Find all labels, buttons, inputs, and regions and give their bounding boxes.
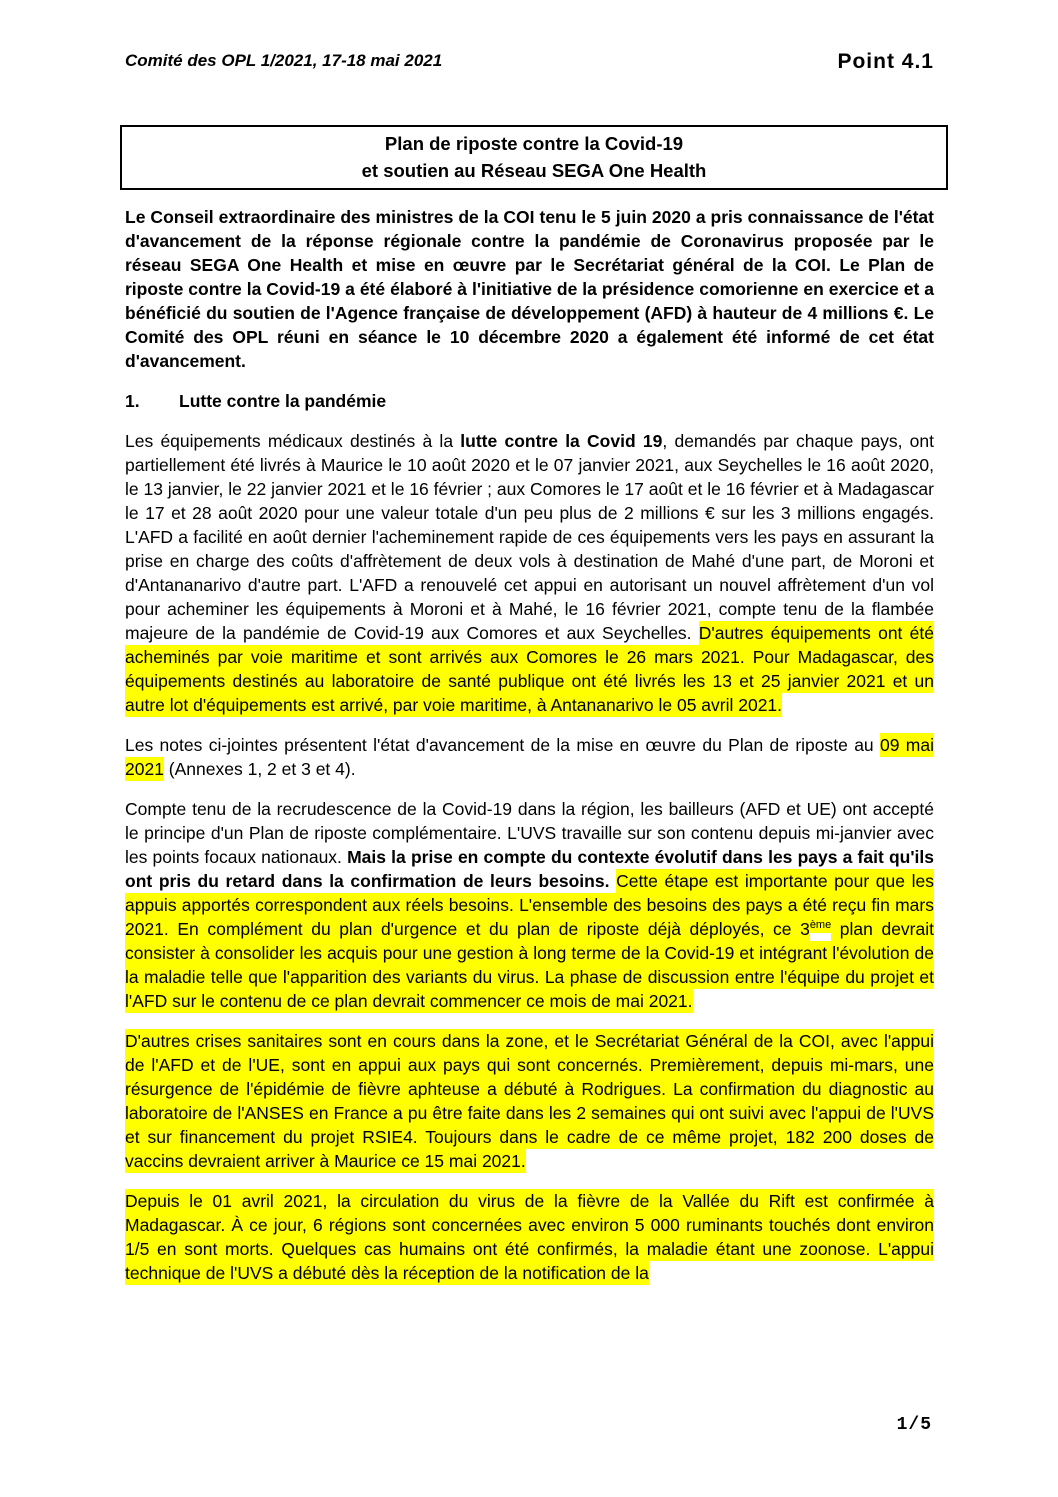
document-body <box>125 205 934 1301</box>
page-header <box>125 50 934 74</box>
equipment-delivery-paragraph <box>125 429 934 717</box>
section-number: 1. <box>125 391 140 411</box>
page-number: 1/5 <box>896 1415 932 1435</box>
intro-paragraph <box>125 205 934 373</box>
rift-valley-fever-paragraph <box>125 1189 934 1285</box>
text-segment: lutte contre la Covid 19 <box>460 431 663 451</box>
annexes-paragraph <box>125 733 934 781</box>
section-1-heading <box>125 389 934 413</box>
text-segment: (Annexes 1, 2 et 3 et 4). <box>163 759 356 779</box>
highlighted-text: Depuis le 01 avril 2021, la circulation du virus de la fièvre de la Vallée du Rift est confirmée à Madagascar. À ce jour, 6 régions sont concernées avec environ 5 000 ruminants touchés dont environ 1/5 en sont morts. Quelques cas humains ont été confirmés, la maladie étant une zoonose. L'appui technique de l'UVS a débuté dès la réception de la notification de la <box>125 1191 934 1283</box>
highlighted-text: Cette étape est importante pour que les appuis apportés correspondent aux réels besoins. L'ensemble des besoins des pays a été reçu fin mars 2021. En complément du plan d'urgence et du plan de riposte déjà déployés, ce 3 <box>125 871 934 939</box>
section-title: Lutte contre la pandémie <box>179 391 387 411</box>
highlighted-text: ème <box>809 919 832 932</box>
highlighted-text: D'autres crises sanitaires sont en cours dans la zone, et le Secrétariat Général de la COI, avec l'appui de l'AFD et de l'UE, sont en appui aux pays qui sont concernés. Premièrement, depuis mi-mars, une résurgence de l'épidémie de fièvre aphteuse a débuté à Rodrigues. La confirmation du diagnostic au laboratoire de l'ANSES en France a pu être faite dans les 2 semaines qui ont suivi avec l'appui de l'UVS et sur financement du projet RSIE4. Toujours dans le cadre de ce même projet, 182 200 doses de vaccins devraient arriver à Maurice ce 15 mai 2021. <box>125 1031 934 1171</box>
highlighted-text: 09 mai 2021 <box>125 735 934 779</box>
agenda-point-label: Point 4.1 <box>837 50 934 73</box>
committee-reference: Comité des OPL 1/2021, 17-18 mai 2021 <box>125 51 443 70</box>
text-segment: Les notes ci-jointes présentent l'état d'avancement de la mise en œuvre du Plan de riposte au <box>125 735 880 755</box>
text-segment: Compte tenu de la recrudescence de la Covid-19 dans la région, les bailleurs (AFD et UE) ont accepté le principe d'un Plan de riposte complémentaire. L'UVS travaille sur son contenu depuis mi-janvier avec les points focaux nationaux. <box>125 799 934 867</box>
document-title-line-1: Plan de riposte contre la Covid-19 <box>384 133 684 154</box>
complementary-plan-paragraph <box>125 797 934 1013</box>
text-segment: Mais la prise en compte du contexte évolutif dans les pays a fait qu'ils ont pris du retard dans la confirmation de leurs besoins. <box>125 847 934 891</box>
other-health-crises-paragraph <box>125 1029 934 1173</box>
document-title-line-2: et soutien au Réseau SEGA One Health <box>361 160 707 181</box>
highlighted-text: plan devrait consister à consolider les acquis pour une gestion à long terme de la Covid-19 et intégrant l'évolution de la maladie telle que l'apparition des variants du virus. La phase de discussion entre l'équipe du projet et l'AFD sur le contenu de ce plan devrait commencer ce mois de mai 2021. <box>125 919 934 1011</box>
text-segment: , demandés par chaque pays, ont partiellement été livrés à Maurice le 10 août 2020 et le 07 janvier 2021, aux Seychelles le 16 août 2020, le 13 janvier, le 22 janvier 2021 et le 16 février ; aux Comores le 17 août et le 16 février et à Madagascar le 17 et 28 août 2020 pour une valeur totale d'un peu plus de 2 millions € sur les 3 millions engagés. L'AFD a facilité en août dernier l'acheminement rapide de ces équipements vers les pays en assurant la prise en charge des coûts d'affrètement de deux vols à destination de Mahé d'une part, de Moroni et d'Antananarivo d'autre part. L'AFD a renouvelé cet appui en autorisant un nouvel affrètement d'un vol pour acheminer les équipements à Moroni et à Mahé, le 16 février 2021, compte tenu de la flambée majeure de la pandémie de Covid-19 aux Comores et aux Seychelles. <box>125 431 935 643</box>
highlighted-text: D'autres équipements ont été acheminés par voie maritime et sont arrivés aux Comores le 26 mars 2021. Pour Madagascar, des équipements destinés au laboratoire de santé publique ont été livrés les 13 et 25 janvier 2021 et un autre lot d'équipements est arrivé, par voie maritime, à Antananarivo le 05 avril 2021. <box>125 623 934 715</box>
text-segment: Les équipements médicaux destinés à la <box>125 431 461 451</box>
text-segment: Le Conseil extraordinaire des ministres de la COI tenu le 5 juin 2020 a pris connaissance de l'état d'avancement de la réponse régionale contre la pandémie de Coronavirus proposée par le réseau SEGA One Health et mise en œuvre par le Secrétariat général de la COI. Le Plan de riposte contre la Covid-19 a été élaboré à l'initiative de la présidence comorienne en exercice et a bénéficié du soutien de l'Agence française de développement (AFD) à hauteur de 4 millions €. Le Comité des OPL réuni en séance le 10 décembre 2020 a également été informé de cet état d'avancement. <box>125 207 934 371</box>
document-title-box <box>120 125 948 190</box>
